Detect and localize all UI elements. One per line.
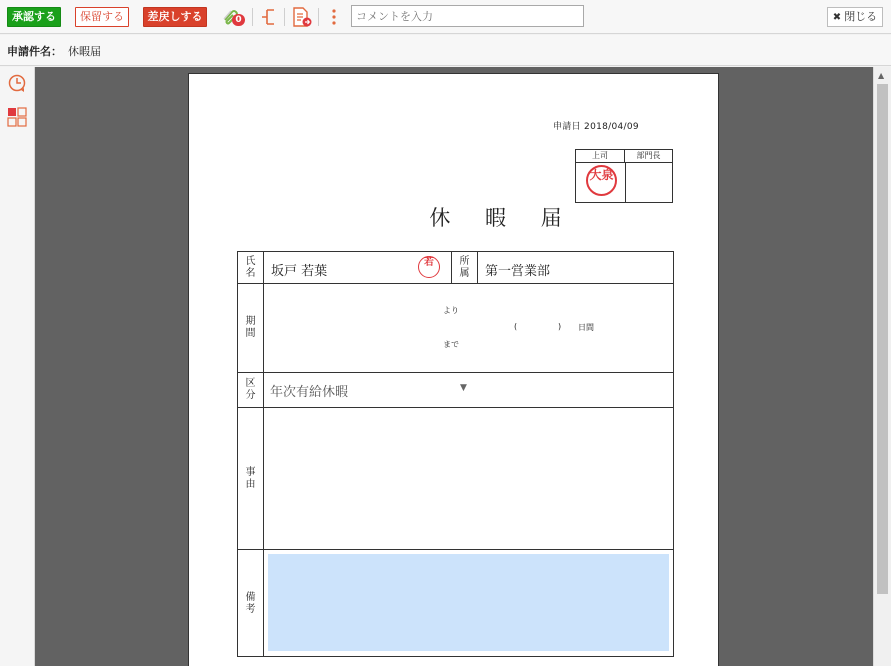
applicant-hanko-stamp: 若 <box>418 256 440 278</box>
viewer-scrollbar[interactable] <box>873 67 891 666</box>
reason-label: 事由 <box>238 408 264 549</box>
scroll-thumb[interactable] <box>877 84 888 594</box>
kubun-label: 区分 <box>238 373 264 407</box>
period-from-text: より <box>443 306 459 315</box>
approval-header-manager: 部門長 <box>625 150 672 163</box>
name-row <box>238 252 673 284</box>
hold-button[interactable]: 保留する <box>75 7 129 27</box>
remarks-textarea[interactable] <box>268 554 669 651</box>
kubun-selected-value: 年次有給休暇 <box>270 385 349 400</box>
toolbar-divider <box>252 8 253 26</box>
application-date: 申請日 2018/04/09 <box>553 122 639 132</box>
name-value: 坂戸 若葉 <box>271 264 328 279</box>
document-export-icon[interactable] <box>290 6 314 28</box>
scroll-up-arrow[interactable]: ▲ <box>878 71 885 80</box>
document-page <box>188 73 719 666</box>
kubun-row <box>238 373 673 408</box>
leave-request-form <box>237 251 674 657</box>
document-title: 休 暇 届 <box>429 206 576 230</box>
reason-textarea[interactable] <box>265 408 673 549</box>
approval-header-boss: 上司 <box>576 150 625 163</box>
dept-label: 所属 <box>451 252 478 283</box>
toolbar-divider <box>284 8 285 26</box>
period-to-text: まで <box>443 340 459 349</box>
return-button[interactable]: 差戻しする <box>143 7 207 27</box>
attachment-count-badge: 0 <box>232 14 245 26</box>
reason-row <box>238 408 673 550</box>
close-label: 閉じる <box>844 10 878 23</box>
close-icon: ✖ <box>832 12 842 23</box>
toolbar-divider <box>318 8 319 26</box>
left-rail <box>0 67 35 666</box>
approve-button[interactable]: 承認する <box>7 7 61 27</box>
days-paren-close: ) <box>558 322 562 331</box>
dept-value: 第一営業部 <box>485 264 551 279</box>
comment-input[interactable] <box>351 5 584 27</box>
days-unit: 日間 <box>578 323 594 332</box>
kubun-select[interactable] <box>265 373 475 407</box>
chevron-down-icon: ▼ <box>460 383 467 393</box>
action-toolbar <box>0 0 891 34</box>
form-layout-icon[interactable] <box>6 107 30 129</box>
boss-hanko-stamp: 大泉 <box>586 165 617 196</box>
divider <box>625 163 626 202</box>
remarks-row <box>238 550 673 657</box>
history-clock-icon[interactable] <box>6 73 30 95</box>
period-label: 期間 <box>238 284 264 372</box>
close-button[interactable] <box>827 7 883 27</box>
approval-stamp-box <box>575 149 673 203</box>
period-row <box>238 284 673 373</box>
subject-label: 申請件名： <box>7 45 62 58</box>
more-vertical-icon[interactable] <box>322 6 346 28</box>
name-label: 氏名 <box>238 252 264 283</box>
subject-bar <box>0 35 891 66</box>
document-viewer <box>35 67 873 666</box>
subject-value: 休暇届 <box>68 45 101 58</box>
route-branch-icon[interactable] <box>257 6 281 28</box>
remarks-label: 備考 <box>238 550 264 657</box>
days-paren-open: ( <box>514 322 518 331</box>
